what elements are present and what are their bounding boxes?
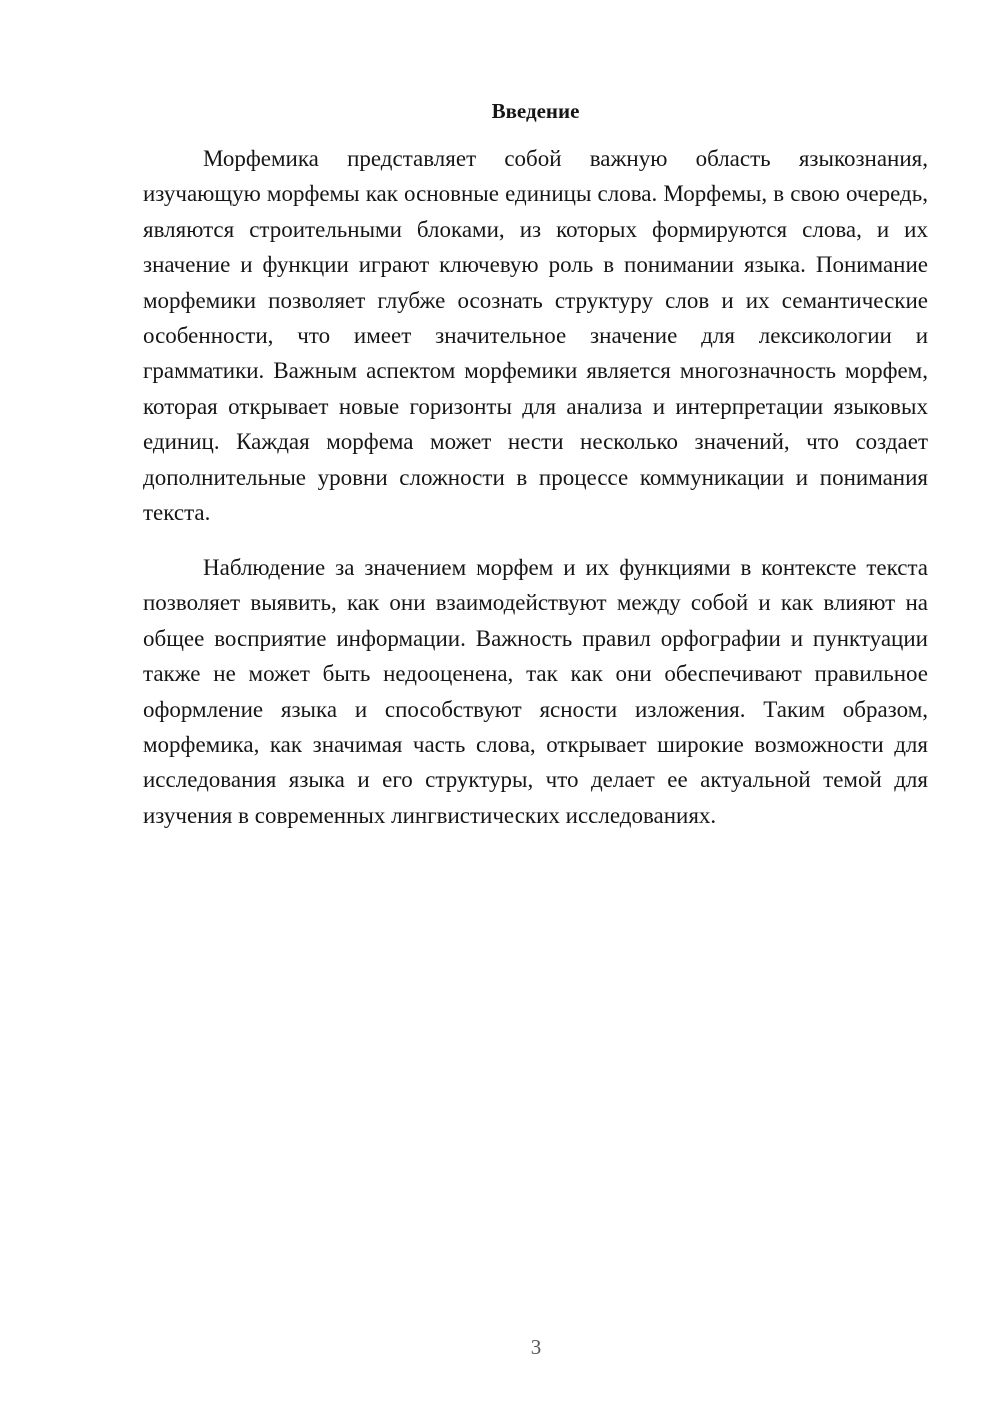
paragraph-intro: Морфемика представляет собой важную область языкознания, изучающую морфемы как основные единицы слова. Морфемы, в свою очередь, являются строительными блоками, из которых формируются слова, и их значение и функции играют ключевую роль в понимании языка. Понимание морфемики позволяет глубже осознать структуру слов и их семантические особенности, что имеет значительное значение для лексикологии и грамматики. Важным аспектом морфемики является многозначность морфем, которая открывает новые горизонты для анализа и интерпретации языковых единиц. Каждая морфема может нести несколько значений, что создает дополнительные уровни сложности в процессе коммуникации и понимания текста. bbox=[143, 146, 928, 526]
page-number: 3 bbox=[530, 1335, 542, 1359]
page-title: Введение bbox=[491, 99, 580, 123]
paragraph-observation: Наблюдение за значением морфем и их функциями в контексте текста позволяет выявить, как они взаимодействуют между собой и как влияют на общее восприятие информации. Важность правил орфографии и пунктуации также не может быть недооценена, так как они обеспечивают правильное оформление языка и способствуют ясности изложения. Таким образом, морфемика, как значимая часть слова, открывает широкие возможности для исследования языка и его структуры, что делает ее актуальной темой для изучения в современных лингвистических исследованиях. bbox=[143, 555, 928, 828]
